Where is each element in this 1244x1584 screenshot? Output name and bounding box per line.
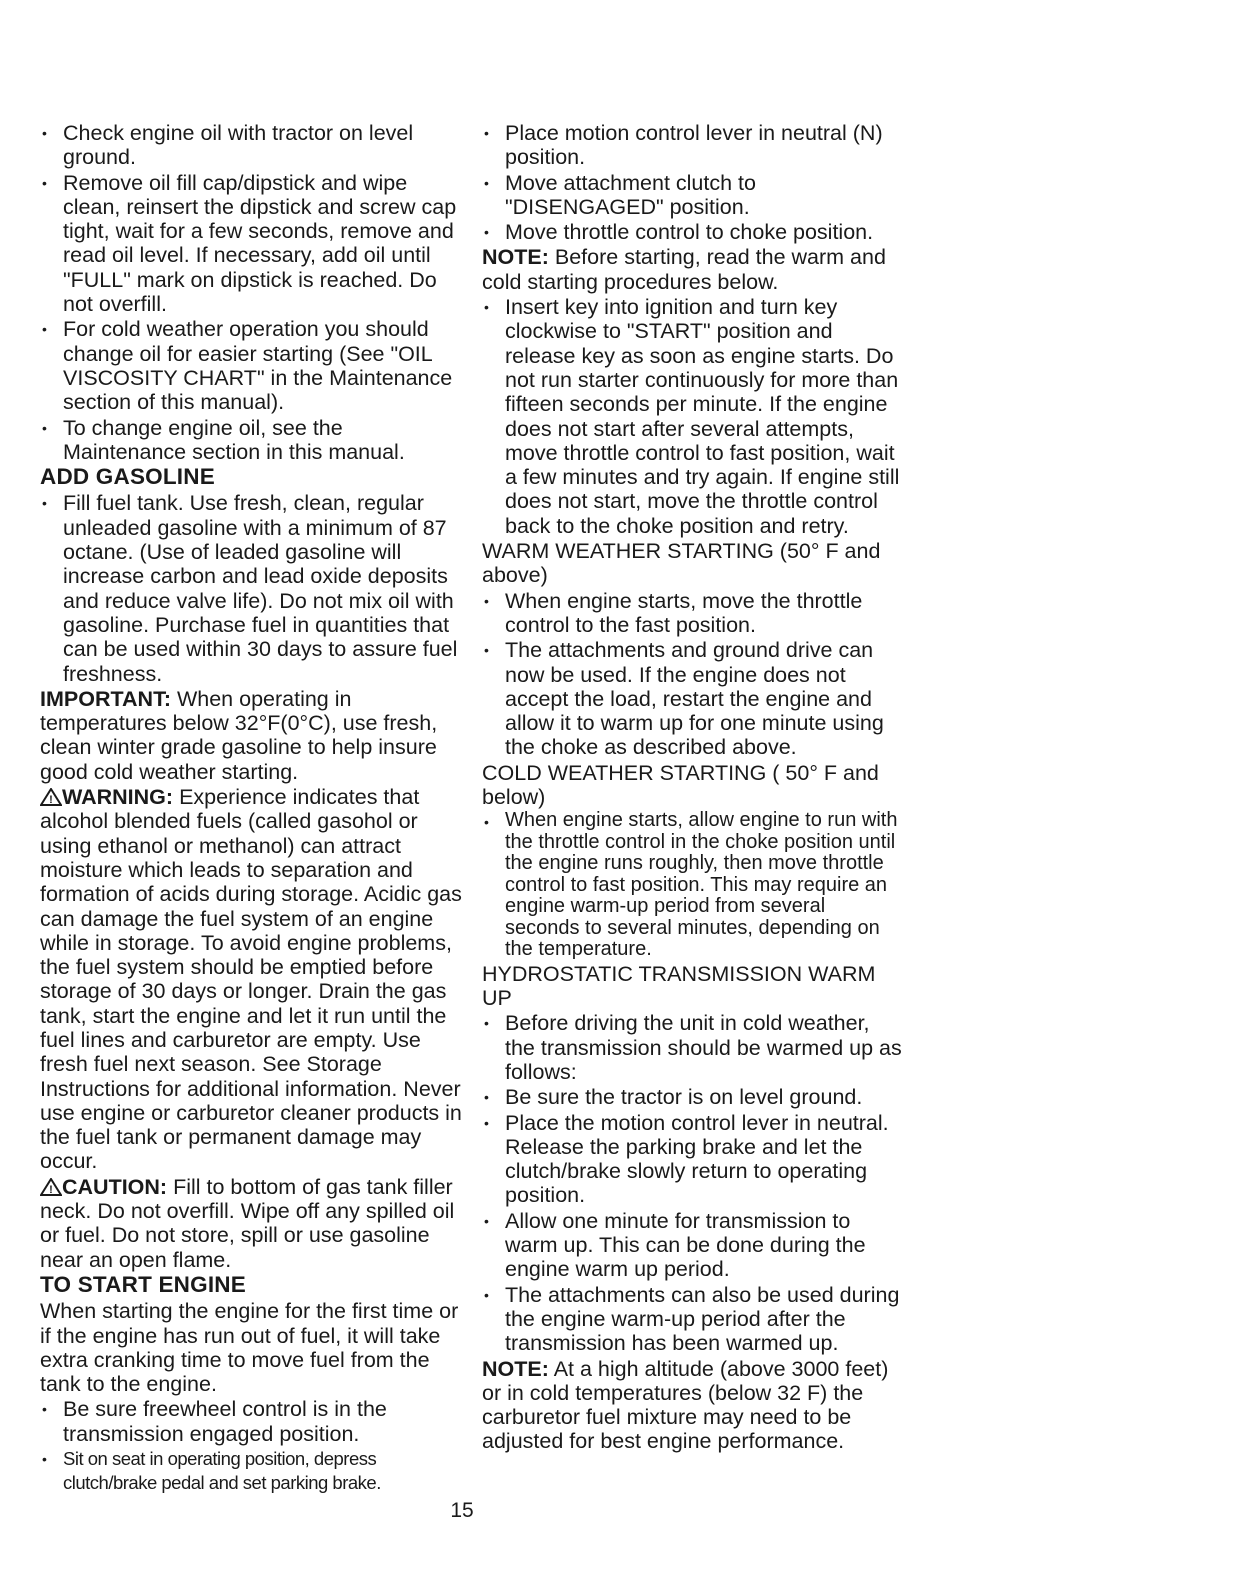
list-item — [482, 638, 902, 759]
bullet-icon: • — [484, 1015, 489, 1032]
note-label: NOTE: — [482, 245, 549, 270]
bullet-icon: • — [42, 1401, 47, 1418]
oil-bullet-text: For cold weather operation you should change oil for easier starting (See "OIL VISCOSITY CHART" in the Maintenance section of this manual). — [63, 317, 453, 415]
list-item — [40, 121, 470, 170]
altitude-note — [482, 1357, 902, 1454]
warm-weather-heading: WARM WEATHER STARTING (50° F and above) — [482, 539, 881, 588]
list-item — [482, 295, 902, 538]
bullet-icon: • — [484, 125, 489, 141]
start-step-text: Move throttle control to choke position. — [505, 220, 874, 245]
list-item — [482, 220, 902, 244]
warm-bullet-text: When engine starts, move the throttle control to the fast position. — [505, 588, 863, 637]
note-text: Before starting, read the warm and cold starting procedures below. — [482, 245, 886, 294]
oil-bullet-text: To change engine oil, see the Maintenance section in this manual. — [63, 415, 405, 464]
warning-text: Experience indicates that alcohol blended fuels (called gasohol or using ethanol or methanol) can attract moisture which leads to separation and formation of acids during storage. Acidic gas can damage the fuel system of an engine while in storage. To avoid engine problems, the fuel system should be emptied before storage of 30 days or longer. Drain the gas tank, start the engine and let it run until the fuel lines and carburetor are empty. Use fresh fuel next season. See Storage Instructions for additional information. Never use engine or carburetor cleaner products in the fuel tank or permanent damage may occur. — [40, 785, 462, 1174]
right-column — [482, 121, 902, 1455]
left-column — [40, 121, 470, 1496]
list-item — [40, 317, 470, 414]
important-note — [40, 687, 470, 784]
hydro-bullet-text: Before driving the unit in cold weather, the transmission should be warmed up as follows: — [505, 1011, 902, 1084]
list-item — [482, 810, 902, 961]
bullet-icon: • — [484, 1286, 489, 1303]
warm-bullet-text: The attachments and ground drive can now be used. If the engine does not accept the load, restart the engine and allow it to warm up for one minute using the choke as described above. — [505, 638, 884, 760]
list-item — [40, 416, 470, 465]
bullet-icon: • — [484, 642, 489, 659]
list-item — [482, 589, 902, 638]
oil-bullet-text: Check engine oil with tractor on level ground. — [63, 121, 414, 170]
oil-bullet-text: Remove oil fill cap/dipstick and wipe clean, reinsert the dipstick and screw cap tight, wait for a few seconds, remove and read oil level. If necessary, add oil until "FULL" mark on dipstick is reached. Do not overfill. — [63, 170, 457, 317]
ignition-step-text: Insert key into ignition and turn key clockwise to "START" position and release key as soon as engine starts. Do not run starter continuously for more than fifteen seconds per minute. If the engine does not start after several attempts, move throttle control to fast position, wait a few minutes and try again. If engine still does not start, move the throttle control back to the choke position and retry. — [505, 295, 900, 538]
start-step-text: Place motion control lever in neutral (N) position. — [505, 121, 883, 170]
svg-text:!: ! — [49, 1183, 53, 1196]
caution-label: CAUTION: — [62, 1174, 168, 1199]
fuel-bullet-text: Fill fuel tank. Use fresh, clean, regular unleaded gasoline with a minimum of 87 octane. (Use of leaded gasoline will increase carbon and lead oxide deposits and reduce valve life). Do not mix oil with gasoline. Purchase fuel in quantities that can be used within 30 days to assure fuel freshness. — [63, 491, 458, 686]
note-text: At a high altitude (above 3000 feet) or in cold temperatures (below 32 F) the carburetor fuel mixture may need to be adjusted for best engine performance. — [482, 1356, 889, 1454]
important-label: IMPORTANT: — [40, 686, 171, 711]
bullet-icon: • — [42, 495, 47, 512]
page-number: 15 — [450, 1499, 474, 1522]
bullet-icon: • — [484, 1212, 489, 1229]
note-before-starting — [482, 245, 902, 294]
start-engine-intro: When starting the engine for the first time or if the engine has run out of fuel, it will take extra cranking time to move fuel from the tank to the engine. — [40, 1299, 459, 1397]
bullet-icon: • — [42, 1451, 47, 1468]
bullet-icon: • — [42, 125, 47, 141]
list-item — [482, 1085, 902, 1109]
list-item — [40, 1447, 470, 1495]
list-item — [482, 1011, 902, 1084]
list-item — [482, 121, 902, 170]
warning-triangle-icon — [40, 788, 62, 806]
svg-text:!: ! — [49, 794, 53, 807]
bullet-icon: • — [484, 1114, 489, 1131]
list-item — [482, 171, 902, 220]
list-item — [40, 1397, 470, 1446]
hydro-bullet-text: Be sure the tractor is on level ground. — [505, 1085, 863, 1110]
caution-text: Fill to bottom of gas tank filler neck. Do not overfill. Wipe off any spilled oil or fuel. Do not store, spill or use gasoline near an open flame. — [40, 1174, 455, 1272]
bullet-icon: • — [484, 1089, 489, 1106]
add-gasoline-heading: ADD GASOLINE — [40, 464, 215, 490]
hydro-bullet-text: The attachments can also be used during the engine warm-up period after the transmission has been warmed up. — [505, 1282, 900, 1356]
hydro-bullet-text: Allow one minute for transmission to warm up. This can be done during the engine warm up period. — [505, 1208, 866, 1282]
bullet-icon: • — [484, 592, 489, 609]
list-item — [482, 1283, 902, 1356]
important-text: When operating in temperatures below 32°F(0°C), use fresh, clean winter grade gasoline to help insure good cold weather starting. — [40, 686, 438, 784]
list-item — [482, 1209, 902, 1282]
bullet-icon: • — [484, 814, 489, 831]
start-bullet-text: Sit on seat in operating position, depress clutch/brake pedal and set parking brake. — [63, 1448, 381, 1494]
cold-bullet-text: When engine starts, allow engine to run with the throttle control in the choke position until the engine runs roughly, then move throttle control to fast position. This may require an engine warm-up period from several seconds to several minutes, depending on the temperature. — [505, 809, 898, 961]
start-step-text: Move attachment clutch to "DISENGAGED" position. — [505, 170, 756, 219]
hydrostatic-heading: HYDROSTATIC TRANSMISSION WARM UP — [482, 961, 876, 1011]
bullet-icon: • — [42, 174, 47, 191]
bullet-icon: • — [484, 174, 489, 191]
list-item — [40, 491, 470, 685]
hydro-bullet-text: Place the motion control lever in neutral. Release the parking brake and let the clutch/brake slowly return to operating position. — [505, 1110, 889, 1208]
caution-note — [40, 1175, 470, 1272]
start-bullet-text: Be sure freewheel control is in the transmission engaged position. — [63, 1397, 387, 1446]
warning-label: WARNING: — [62, 785, 174, 810]
list-item — [40, 171, 470, 317]
bullet-icon: • — [484, 299, 489, 316]
warning-note — [40, 785, 470, 1174]
bullet-icon: • — [42, 419, 47, 436]
list-item — [482, 1111, 902, 1208]
note-label: NOTE: — [482, 1356, 549, 1381]
bullet-icon: • — [484, 224, 489, 241]
bullet-icon: • — [42, 321, 47, 338]
cold-weather-heading: COLD WEATHER STARTING ( 50° F and below) — [482, 760, 879, 810]
caution-triangle-icon — [40, 1178, 62, 1196]
to-start-engine-heading: TO START ENGINE — [40, 1271, 246, 1297]
